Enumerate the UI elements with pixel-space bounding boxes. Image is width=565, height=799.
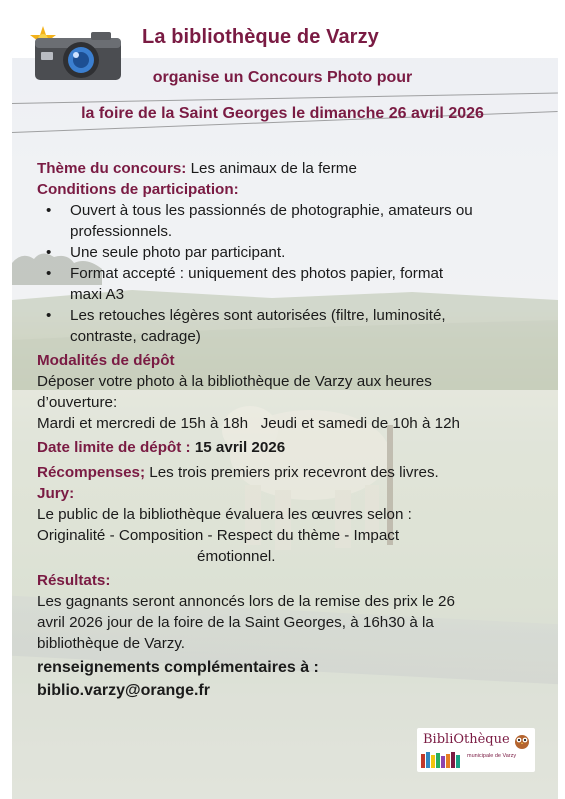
list-item bbox=[37, 200, 537, 242]
condition-text: contraste, cadrage) bbox=[70, 328, 201, 345]
contact-label: renseignements complémentaires à : bbox=[37, 659, 319, 676]
theme-value: Les animaux de la ferme bbox=[186, 160, 357, 177]
list-item bbox=[37, 263, 537, 305]
jury-heading: Jury: bbox=[37, 485, 75, 502]
conditions-list bbox=[37, 200, 537, 347]
deadline-row bbox=[37, 437, 537, 458]
jury-line: Le public de la bibliothèque évaluera les œuvres selon : bbox=[37, 506, 412, 523]
page-title: La bibliothèque de Varzy bbox=[142, 26, 379, 48]
opening-hours: Mardi et mercredi de 15h à 18h Jeudi et samedi de 10h à 12h bbox=[37, 415, 460, 432]
condition-text: maxi A3 bbox=[70, 286, 125, 303]
jury-line: émotionnel. bbox=[197, 548, 276, 565]
conditions-heading: Conditions de participation: bbox=[37, 181, 239, 198]
condition-text: Les retouches légères sont autorisées (filtre, luminosité, bbox=[70, 307, 446, 324]
condition-text: Ouvert à tous les passionnés de photographie, amateurs ou bbox=[70, 202, 473, 219]
results-heading: Résultats: bbox=[37, 572, 111, 589]
contact-email[interactable]: biblio.varzy@orange.fr bbox=[37, 682, 210, 699]
depot-line: Déposer votre photo à la bibliothèque de Varzy aux heures bbox=[37, 373, 432, 390]
owl-icon bbox=[513, 732, 531, 750]
library-logo bbox=[417, 728, 535, 772]
condition-text: Format accepté : uniquement des photos papier, format bbox=[70, 265, 444, 282]
list-item bbox=[37, 305, 537, 347]
main-content bbox=[37, 158, 537, 702]
subtitle-line-1: organise un Concours Photo pour bbox=[152, 69, 413, 86]
results-line: Les gagnants seront annoncés lors de la remise des prix le 26 bbox=[37, 593, 455, 610]
rewards-label: Récompenses; bbox=[37, 464, 146, 481]
deadline-value: 15 avril 2026 bbox=[194, 439, 286, 456]
condition-text: Une seule photo par participant. bbox=[70, 244, 286, 261]
books-icon bbox=[421, 752, 465, 768]
theme-row bbox=[37, 158, 537, 179]
theme-label: Thème du concours: bbox=[37, 160, 187, 177]
logo-text: BibliOthèque bbox=[423, 732, 510, 747]
jury-line: Originalité - Composition - Respect du thème - Impact bbox=[37, 527, 400, 544]
rewards-row bbox=[37, 462, 537, 483]
results-line: bibliothèque de Varzy. bbox=[37, 635, 186, 652]
subtitle-line-2: la foire de la Saint Georges le dimanche 26 avril 2026 bbox=[81, 105, 484, 122]
list-item bbox=[37, 242, 537, 263]
deadline-label: Date limite de dépôt : bbox=[37, 439, 195, 456]
logo-subtext: municipale de Varzy bbox=[467, 753, 517, 759]
condition-text: professionnels. bbox=[70, 223, 173, 240]
depot-heading: Modalités de dépôt bbox=[37, 352, 175, 369]
depot-line: d’ouverture: bbox=[37, 394, 118, 411]
results-line: avril 2026 jour de la foire de la Saint Georges, à 16h30 à la bbox=[37, 614, 434, 631]
rewards-value: Les trois premiers prix recevront des livres. bbox=[145, 464, 439, 481]
